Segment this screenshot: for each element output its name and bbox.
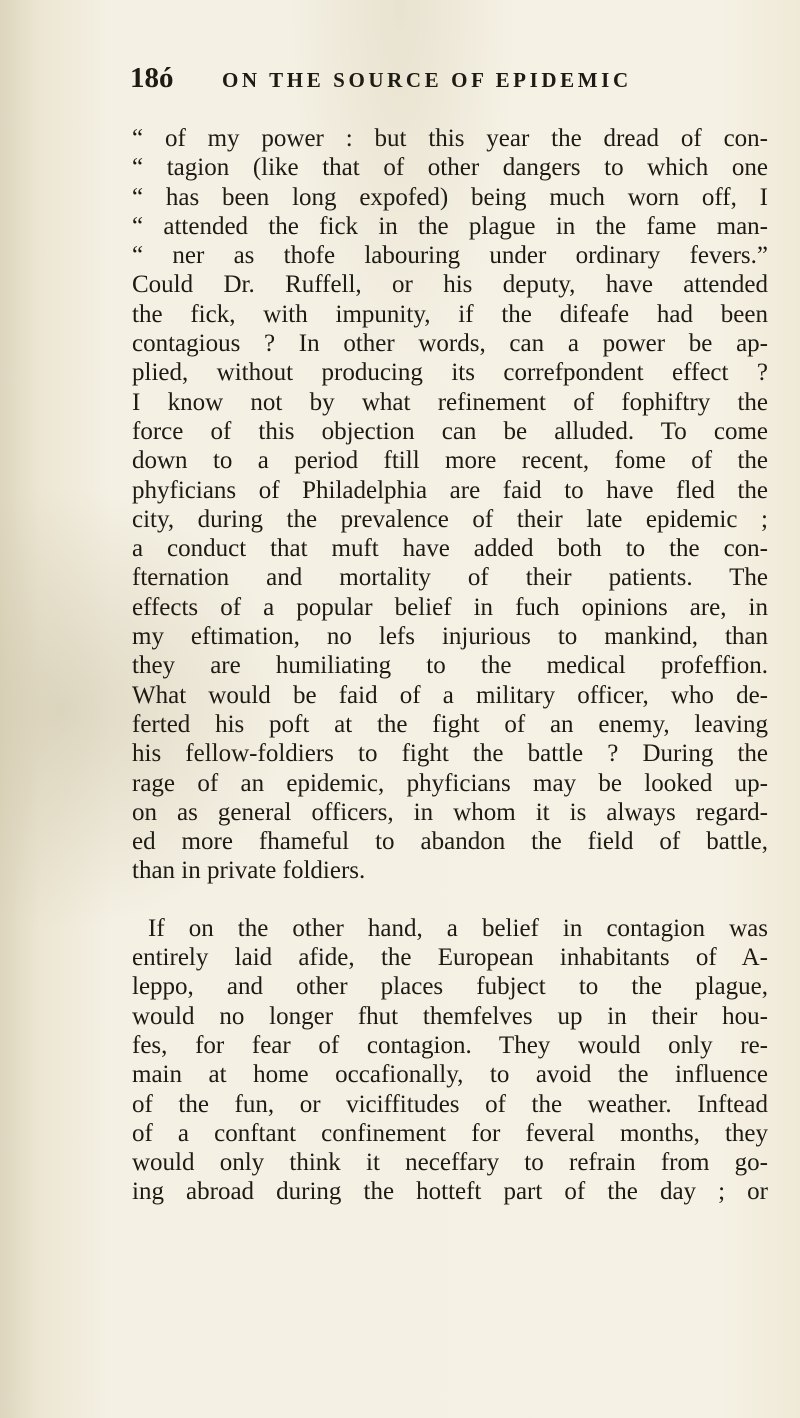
text-line: entirely laid afide, the European inhabitants of A- [132, 944, 768, 972]
text-line: What would be faid of a military officer, who de- [132, 681, 768, 709]
text-line: would only think it neceffary to refrain from go- [132, 1149, 768, 1177]
text-line: plied, without producing its correfpondent effect ? [132, 359, 768, 387]
text-line: fes, for fear of contagion. They would only re- [132, 1031, 768, 1059]
text-line: I know not by what refinement of fophiftry the [132, 388, 768, 416]
page-number: 18ó [130, 62, 174, 94]
text-line: down to a period ftill more recent, fome of the [132, 447, 768, 475]
text-line: on as general officers, in whom it is always regard- [132, 798, 768, 826]
text-line: “ of my power : but this year the dread of con- [132, 125, 768, 152]
text-line: leppo, and other places fubject to the plague, [132, 973, 768, 1001]
body-text [132, 124, 768, 1207]
running-head: ON THE SOURCE OF EPIDEMIC [222, 68, 632, 92]
text-line: main at home occafionally, to avoid the influence [132, 1061, 768, 1089]
text-line: of a conftant confinement for feveral months, they [132, 1119, 768, 1147]
paragraph-2 [132, 914, 768, 1207]
text-line: of the fun, or viciffitudes of the weather. Inftead [132, 1090, 768, 1118]
text-line: than in private foldiers. [132, 857, 366, 885]
text-line: phyficians of Philadelphia are faid to have fled the [132, 476, 768, 504]
text-line: force of this objection can be alluded. To come [132, 417, 768, 445]
text-line: my eftimation, no lefs injurious to mankind, than [132, 623, 768, 651]
text-line: rage of an epidemic, phyficians may be looked up- [132, 769, 768, 797]
text-line: effects of a popular belief in fuch opinions are, in [132, 593, 768, 621]
text-line: ed more fhameful to abandon the field of battle, [132, 828, 768, 856]
text-line: his fellow-foldiers to fight the battle ? During the [132, 740, 768, 768]
text-line: would no longer fhut themfelves up in their hou- [132, 1002, 768, 1030]
paragraph-1 [132, 124, 768, 886]
text-line: the fick, with impunity, if the difeafe had been [132, 300, 768, 328]
text-line: “ tagion (like that of other dangers to which one [132, 154, 768, 182]
text-line: they are humiliating to the medical profeffion. [132, 652, 768, 680]
paragraph-spacer [132, 886, 768, 914]
text-line: Could Dr. Ruffell, or his deputy, have attended [132, 271, 768, 299]
text-line: fternation and mortality of their patients. The [132, 564, 768, 592]
text-line: “ ner as thofe labouring under ordinary fevers.” [132, 242, 768, 270]
text-line: If on the other hand, a belief in contagion was [148, 914, 768, 942]
text-line: contagious ? In other words, can a power be ap- [132, 330, 768, 358]
text-line: “ attended the fick in the plague in the fame man- [132, 212, 768, 240]
text-line: ferted his poft at the fight of an enemy, leaving [132, 710, 768, 738]
page-header [130, 62, 770, 102]
text-line: “ has been long expofed) being much worn off, I [132, 183, 768, 211]
text-line: a conduct that muft have added both to the con- [132, 535, 768, 563]
text-line: city, during the prevalence of their late epidemic ; [132, 505, 768, 533]
text-line: ing abroad during the hotteft part of the day ; or [132, 1178, 768, 1206]
